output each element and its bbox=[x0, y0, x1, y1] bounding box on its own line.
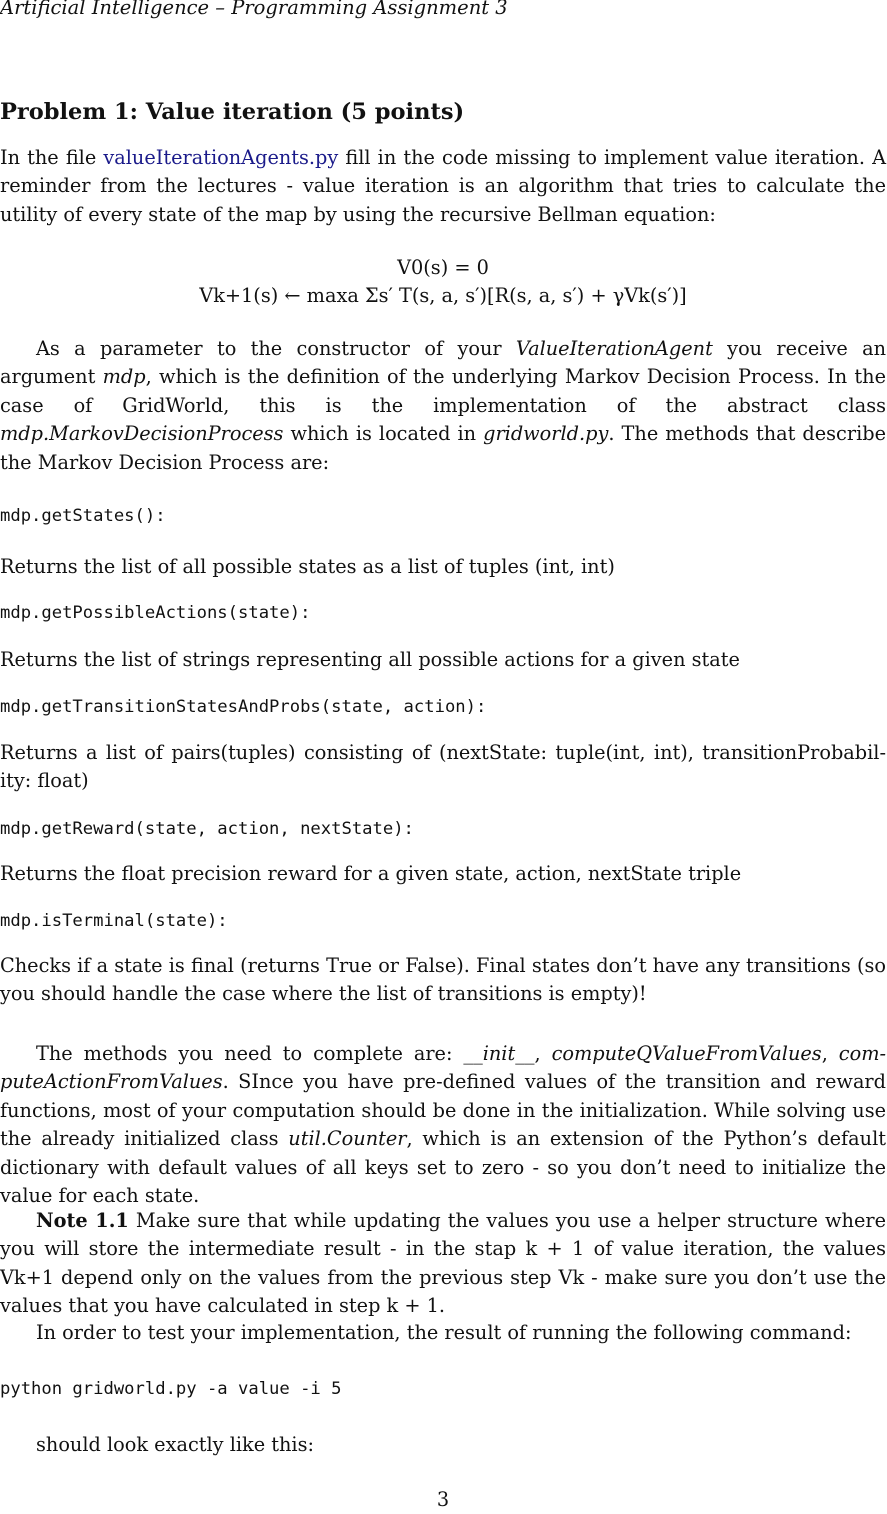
mdp-paragraph: As a parameter to the constructor of your ValueIterationAgent you receive an argument mdp, which is the definition of the underlying Markov Decision Process. In the case of GridWorld, this is the implementation of the abstract class mdp.MarkovDecisionProcess which is located in gridworld.py. The methods that describe the Markov Decision Process are: bbox=[0, 337, 886, 474]
method-code: mdp.getPossibleActions(state): bbox=[0, 603, 311, 623]
file-link[interactable]: valueIterationAgents.py bbox=[103, 146, 339, 169]
test-command: python gridworld.py -a value -i 5 bbox=[0, 1379, 342, 1399]
equation-bellman: Vk+1(s) ← maxa Σs′ T(s, a, s′)[R(s, a, s′) + γVk(s′)] bbox=[199, 284, 687, 307]
method-description: Returns the list of strings representing all possible actions for a given state bbox=[0, 648, 740, 671]
method-code: mdp.isTerminal(state): bbox=[0, 911, 228, 931]
method-description: Checks if a state is final (returns True or False). Final states don’t have any transitions (so you should handle the case where the list of transitions is empty)! bbox=[0, 954, 886, 1006]
test-intro: In order to test your implementation, the result of running the following command: bbox=[36, 1321, 852, 1344]
problem-title: Problem 1: Value iteration (5 points) bbox=[0, 99, 465, 125]
equation-v0: V0(s) = 0 bbox=[397, 256, 489, 279]
method-description: Returns the float precision reward for a given state, action, nextState triple bbox=[0, 862, 742, 885]
method-code: mdp.getReward(state, action, nextState): bbox=[0, 819, 414, 839]
method-code: mdp.getStates(): bbox=[0, 506, 166, 526]
running-header: Artificial Intelligence – Programming Assignment 3 bbox=[0, 0, 508, 19]
method-description: Returns the list of all possible states as a list of tuples (int, int) bbox=[0, 555, 615, 578]
note-label: Note 1.1 bbox=[36, 1209, 129, 1232]
complete-paragraph: The methods you need to complete are: __init__, computeQValueFromValues, com-puteActionFromValues. SInce you have pre-defined values of the transition and reward functions, most of your computation should be done in the initialization. While solving use the already initialized class util.Counter, which is an extension of the Python’s default dictionary with default values of all keys set to zero - so you don’t need to initialize the value for each state. bbox=[0, 1042, 887, 1208]
note-paragraph: Note 1.1 Make sure that while updating the values you use a helper structure where you will store the intermediate result - in the stap k + 1 of value iteration, the values Vk+1 depend only on the values from the previous step Vk - make sure you don’t use the values that you have calculated in step k + 1. bbox=[0, 1209, 886, 1318]
method-code: mdp.getTransitionStatesAndProbs(state, action): bbox=[0, 697, 487, 717]
closing-line: should look exactly like this: bbox=[36, 1433, 314, 1456]
method-description: Returns a list of pairs(tuples) consisting of (nextState: tuple(int, int), transitionProbabil-ity: float) bbox=[0, 741, 886, 793]
page-number: 3 bbox=[436, 1488, 450, 1511]
intro-paragraph: In the file valueIterationAgents.py fill in the code missing to implement value iteration. A reminder from the lectures - value iteration is an algorithm that tries to calculate the utility of every state of the map by using the recursive Bellman equation: bbox=[0, 146, 886, 226]
